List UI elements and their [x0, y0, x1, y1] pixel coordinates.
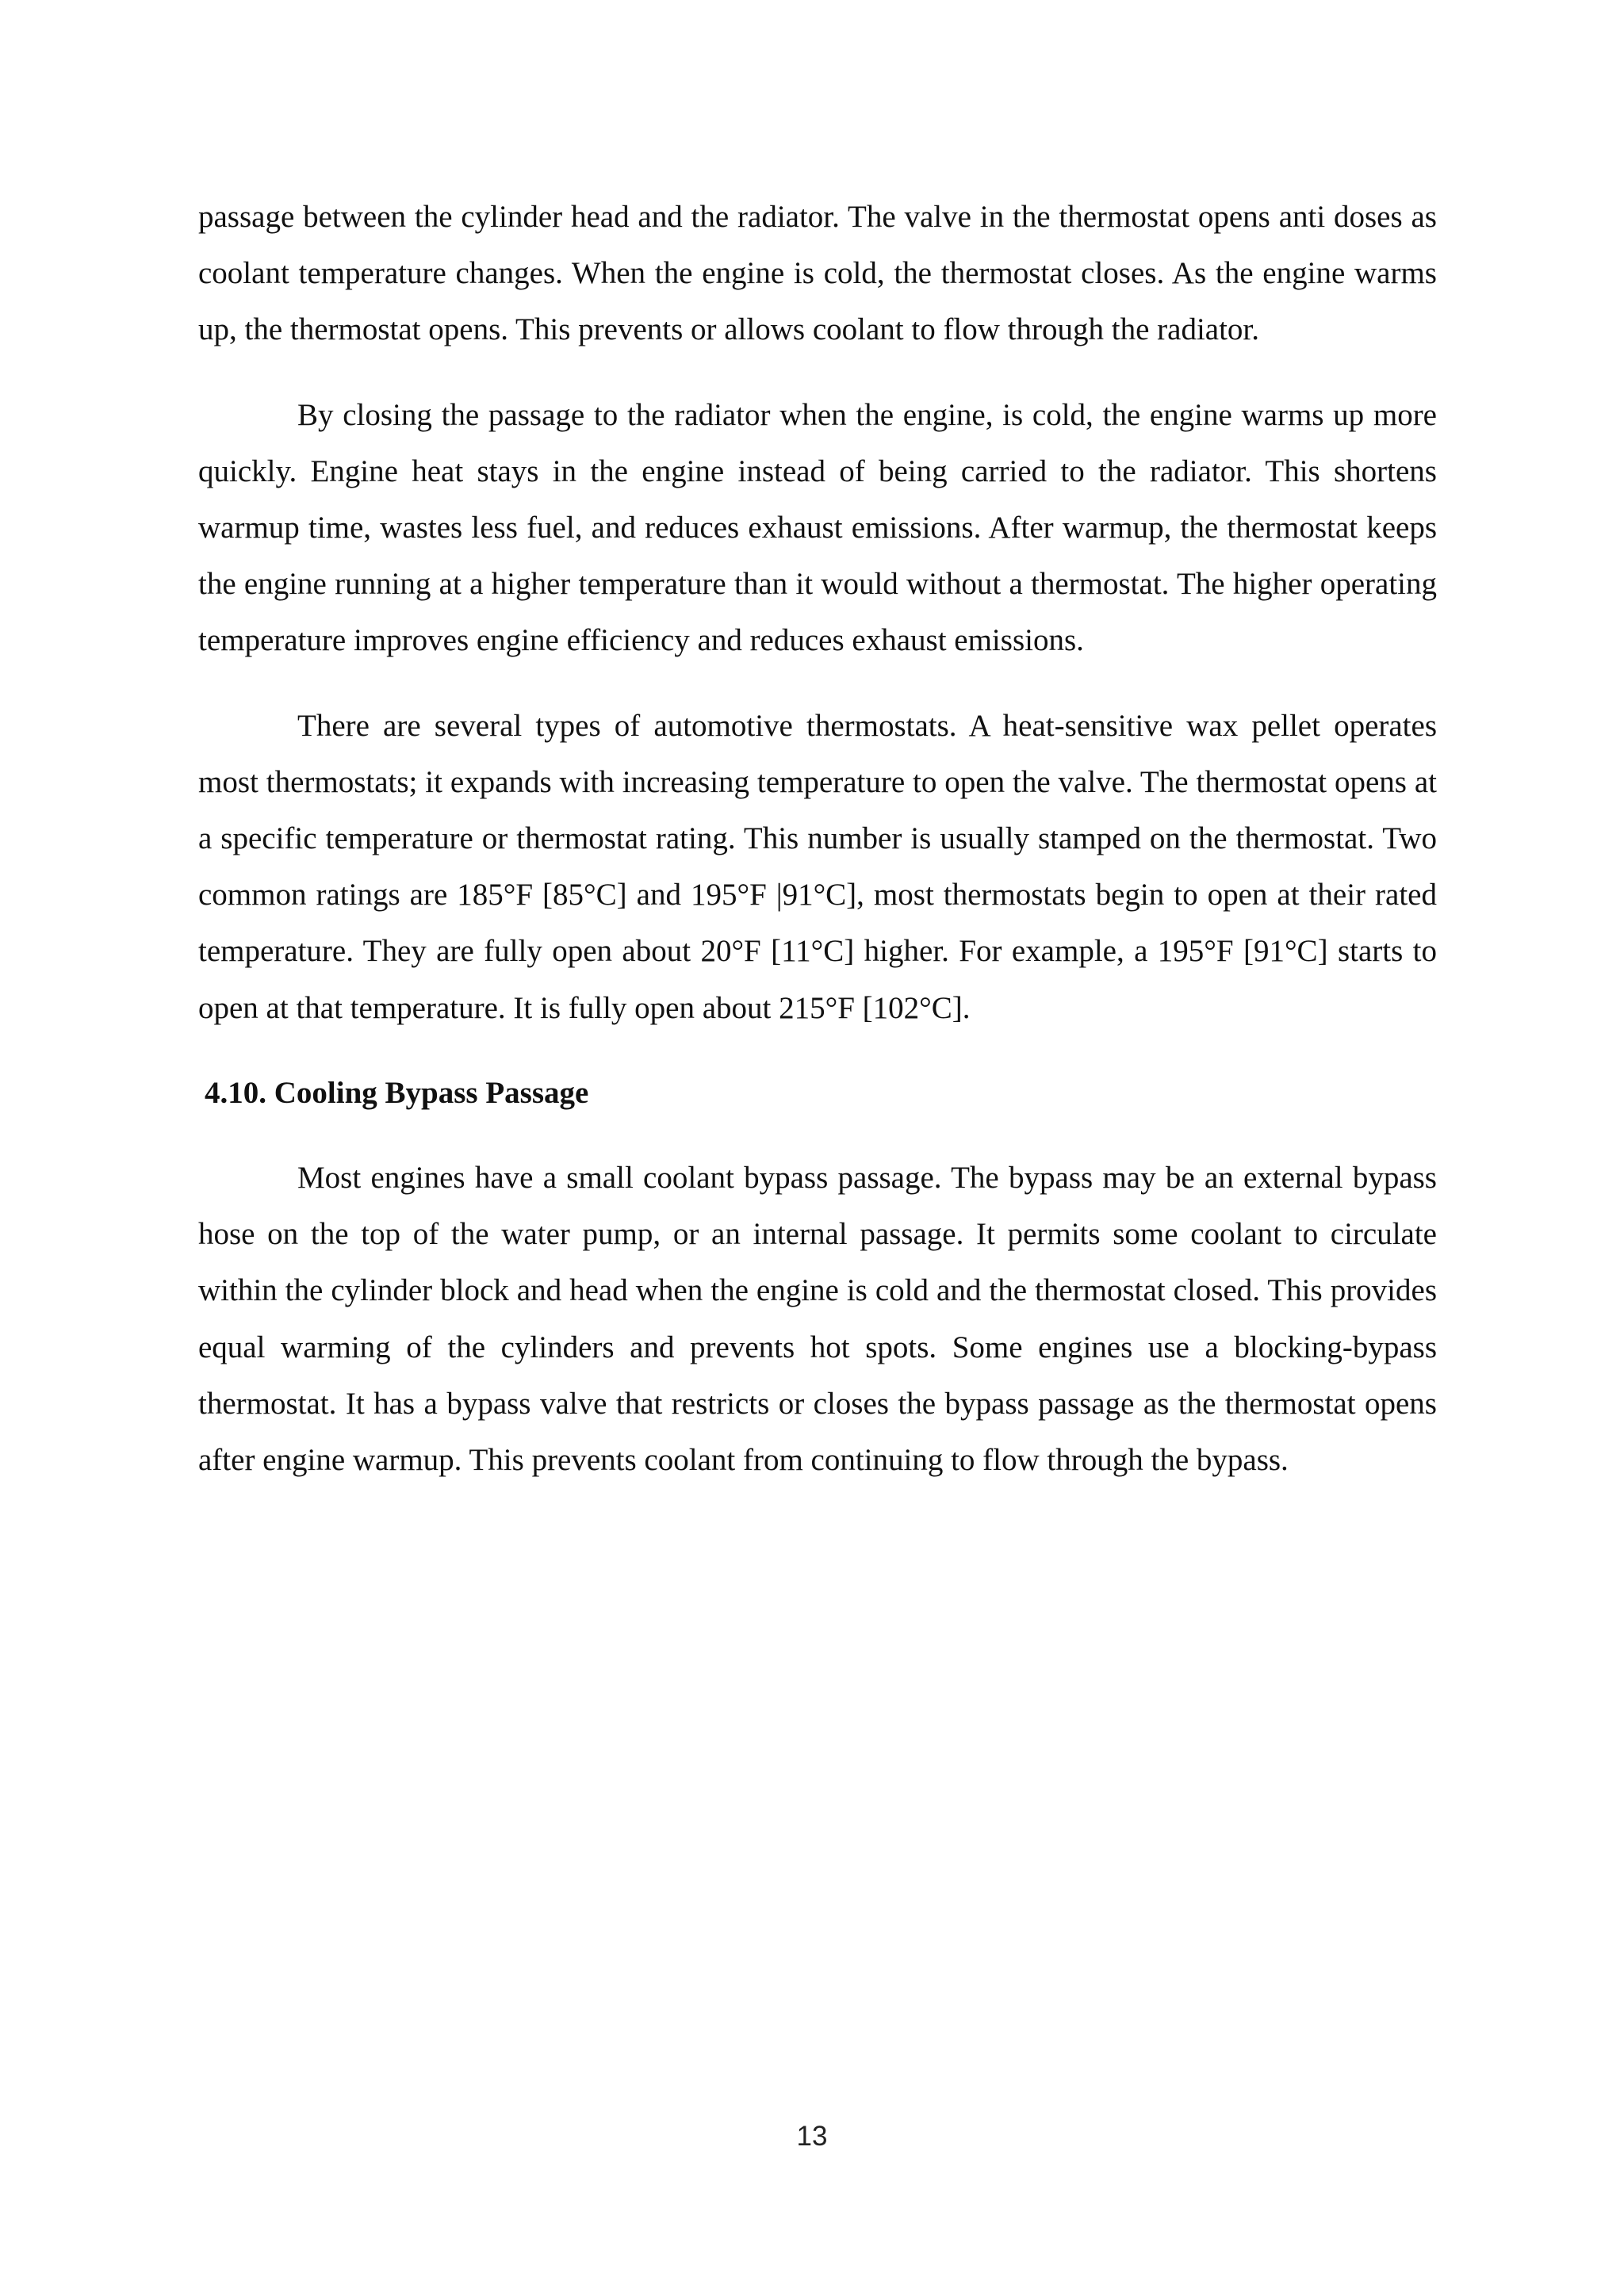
- paragraph-bypass-passage: Most engines have a small coolant bypass passage. The bypass may be an external bypass hose on the top of the water pump, or an internal passage. It permits some coolant to circulate within the cylinder block and head when the engine is cold and the thermostat closed. This provides equal warming of the cylinders and prevents hot spots. Some engines use a blocking-bypass thermostat. It has a bypass valve that restricts or closes the bypass passage as the thermostat opens after engine warmup. This prevents coolant from continuing to flow through the bypass.: [198, 1161, 1437, 1478]
- paragraph-thermostat-valve: passage between the cylinder head and the radiator. The valve in the thermostat opens anti doses as coolant temperature changes. When the engine is cold, the thermostat closes. As the engine warms up, the thermostat opens. This prevents or allows coolant to flow through the radiator.: [198, 200, 1437, 347]
- page-body: [198, 189, 1437, 1488]
- section-heading: 4.10. Cooling Bypass Passage: [205, 1075, 589, 1110]
- page-number: 13: [796, 2121, 828, 2152]
- paragraph-thermostat-types: There are several types of automotive thermostats. A heat-sensitive wax pellet operates most thermostats; it expands with increasing temperature to open the valve. The thermostat opens at a specific temperature or thermostat rating. This number is usually stamped on the thermostat. Two common ratings are 185°F [85°C] and 195°F |91°C], most thermostats begin to open at their rated temperature. They are fully open about 20°F [11°C] higher. For example, a 195°F [91°C] starts to open at that temperature. It is fully open about 215°F [102°C].: [198, 708, 1437, 1025]
- paragraph-warmup: By closing the passage to the radiator when the engine, is cold, the engine warms up more quickly. Engine heat stays in the engine instead of being carried to the radiator. This shortens warmup time, wastes less fuel, and reduces exhaust emissions. After warmup, the thermostat keeps the engine running at a higher temperature than it would without a thermostat. The higher operating temperature improves engine efficiency and reduces exhaust emissions.: [198, 397, 1437, 658]
